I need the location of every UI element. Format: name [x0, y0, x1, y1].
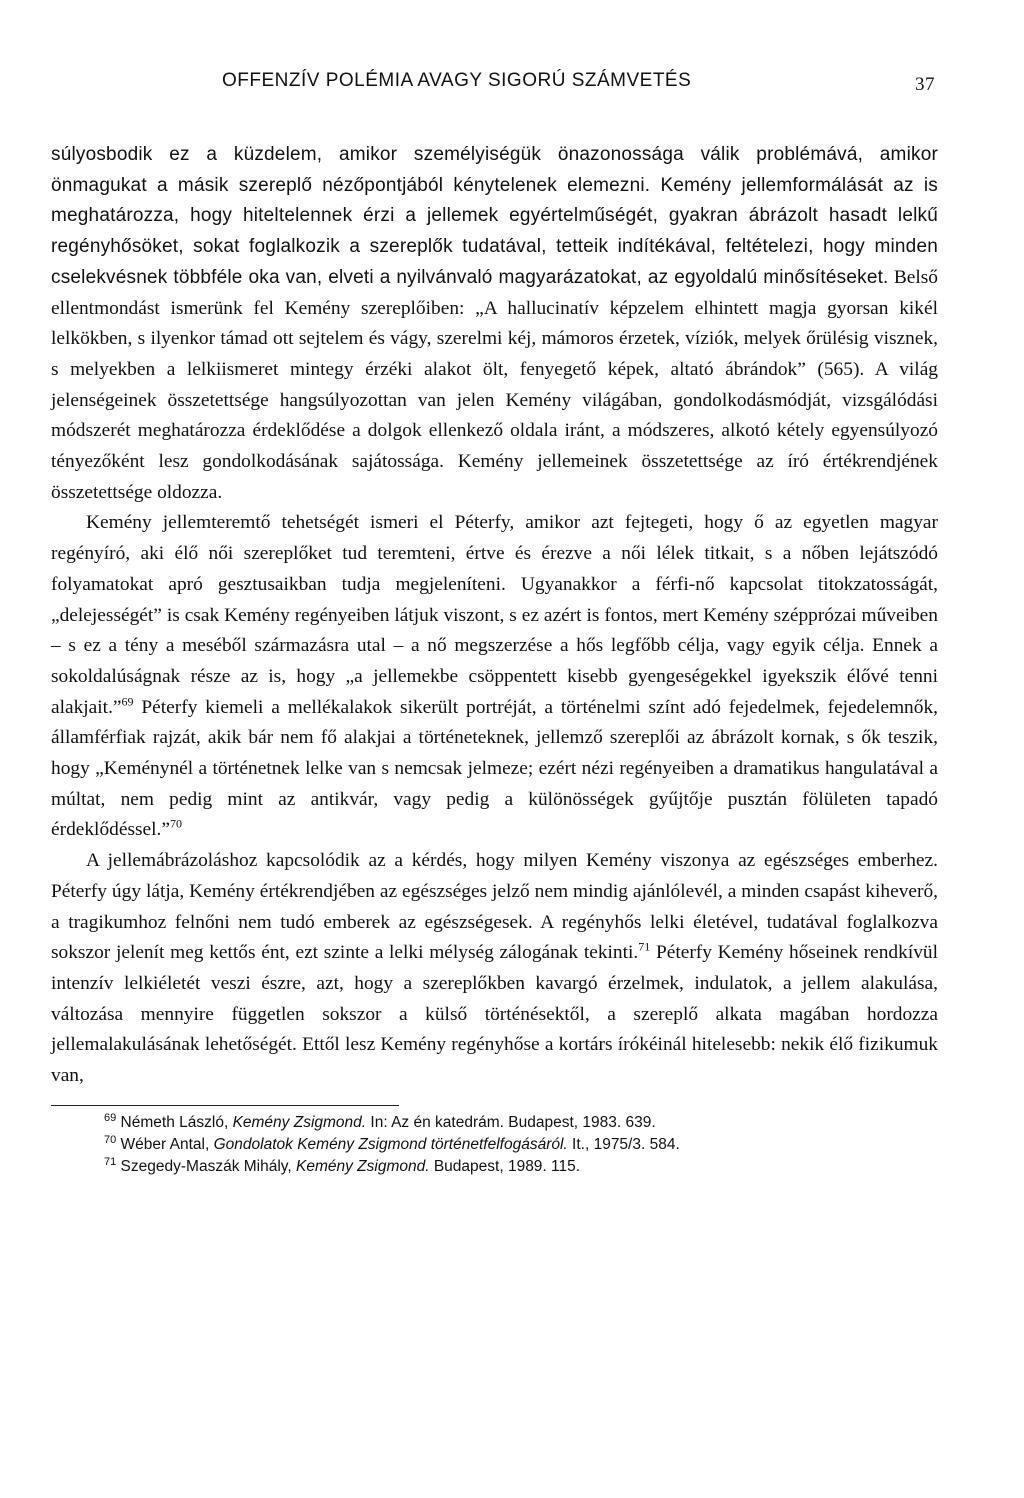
footnote-title: Kemény Zsigmond.: [296, 1157, 430, 1175]
footnotes: [51, 1112, 938, 1178]
paragraph-3: [51, 846, 938, 1092]
footnote-author: Németh László,: [116, 1113, 233, 1131]
paragraph-3-text-b: Péterfy Kemény hőseinek rendkívül intenzív lelkiéletét veszi észre, azt, hogy a szereplőkben kavargó érzelmek, indulatok, a jellem alakulása, változása mennyire független sokszor a külső történésektől, a szereplő alkata magában hordozza jellemalakulásának lehetőségét. Ettől lesz Kemény regényhőse a kortárs írókéinál hitelesebb: nekik élő fizikumuk van,: [51, 942, 938, 1087]
footnote-ref-69[interactable]: 69: [121, 694, 134, 709]
footnote-70: [51, 1134, 938, 1156]
footnote-ref-71[interactable]: 71: [638, 939, 651, 954]
page-number: 37: [915, 74, 935, 95]
paragraph-2-text-a: Kemény jellemteremtő tehetségét ismeri el Péterfy, amikor azt fejtegeti, hogy ő az egyetlen magyar regényíró, aki élő női szereplőket tud teremteni, értve és érezve a női lélek titkait, s a nőben lejátszódó folyamatokat apró gesztusaikban tudja megjeleníteni. Ugyanakkor a férfi-nő kapcsolat titokzatosságát, „delejességét” is csak Kemény regényeiben látjuk viszont, s ez azért is fontos, mert Kemény szépprózai műveiben – s ez a tény a meséből származásra utal – a nő megszerzése a hős legfőbb célja, vagy egyik célja. Ennek a sokoldalúságnak része az is, hogy „a jellemekbe csöppentett kisebb gyengeségekkel igyekszik élővé tenni alakjait.”: [51, 512, 938, 718]
paragraph-1-sans-text: súlyosbodik ez a küzdelem, amikor személyiségük önazonossága válik problémává, amikor önmagukat a másik szereplő nézőpontjából kénytelenek elemezni. Kemény jellemformálását az is meghatározza, hogy hiteltelennek érzi a jellemek egyértelműségét, gyakran ábrázolt hasadt lelkű regényhősöket, sokat foglalkozik a szereplők tudatával, tetteik indítékával, feltételezi, hogy minden cselekvésnek többféle oka van, elveti a nyilvánvaló magyarázatokat, az egyoldalú minősítéseket.: [51, 144, 938, 288]
footnote-number: 70: [104, 1133, 117, 1146]
footnote-71: [51, 1156, 938, 1178]
body-text: [51, 140, 938, 1092]
footnote-title: Kemény Zsigmond.: [232, 1113, 367, 1131]
footnote-number: 71: [104, 1155, 117, 1168]
book-page: [51, 62, 938, 1178]
paragraph-2-text-b: Péterfy kiemeli a mellékalakok sikerült portréját, a történelmi színt adó fejedelmek, fejedelemnők, államférfiak rajzát, akik bár nem fő alakjai a történeteknek, jellemző szereplői az ábrázolt kornak, s ők teszik, hogy „Keménynél a történetnek lelke van s nemcsak jelmeze; ezért nézi regényeiben a dramatikus hangulatával a múltat, nem pedig mint az antikvár, vagy pedig a különösségek gyűjtője pusztán fölületen tapadó érdeklődéssel.”: [51, 696, 938, 841]
footnote-number: 69: [104, 1111, 117, 1124]
footnote-source: Budapest, 1989. 115.: [429, 1157, 581, 1175]
paragraph-1-serif-text: Belső ellentmondást ismerünk fel Kemény szereplőiben: „A hallucinatív képzelem elhintett magja gyorsan kikél lelkökben, s ilyenkor támad ott sejtelem és vágy, szerelmi kéj, mámoros érzetek, víziók, melyek őrülésig visznek, s melyekben a lelkiismeret mintegy érzéki alakot ölt, fenyegető képek, altató ábrándok” (565). A világ jelenségeinek összetettsége hangsúlyozottan van jelen Kemény világában, gondolkodásmódját, vizsgálódási módszerét meghatározza érdeklődése a dolgok ellenkező oldala iránt, a módszeres, alkotó kétely egyensúlyozó tényezőként lesz gondolkodásának sajátossága. Kemény jellemeinek összetettsége az író értékrendjének összetettsége oldozza.: [51, 266, 938, 503]
paragraph-2: [51, 508, 938, 846]
paragraph-3-text-a: A jellemábrázoláshoz kapcsolódik az a kérdés, hogy milyen Kemény viszonya az egészséges emberhez. Péterfy úgy látja, Kemény értékrendjében az egészséges jelző nem mindig ajánlólevél, a minden csapást kiheverő, a tragikumhoz felnőni nem tudó emberek az egészségesek. A regényhős lelki életével, tudatával foglalkozva sokszor jelenít meg kettős ént, ezt szinte a lelki mélység zálogának tekinti.: [51, 850, 938, 964]
footnote-source: It., 1975/3. 584.: [567, 1135, 680, 1153]
footnote-author: Szegedy-Maszák Mihály,: [116, 1157, 296, 1175]
footnote-divider: [51, 1105, 399, 1106]
footnote-source: In: Az én katedrám. Budapest, 1983. 639.: [366, 1113, 656, 1131]
footnote-ref-70[interactable]: 70: [170, 817, 182, 831]
footnote-author: Wéber Antal,: [116, 1135, 214, 1153]
running-header: [51, 62, 938, 100]
running-title: OFFENZÍV POLÉMIA AVAGY SIGORÚ SZÁMVETÉS: [222, 70, 692, 91]
footnote-69: [51, 1112, 938, 1134]
footnote-title: Gondolatok Kemény Zsigmond történetfelfogásáról.: [213, 1135, 568, 1153]
paragraph-1: [51, 140, 938, 508]
